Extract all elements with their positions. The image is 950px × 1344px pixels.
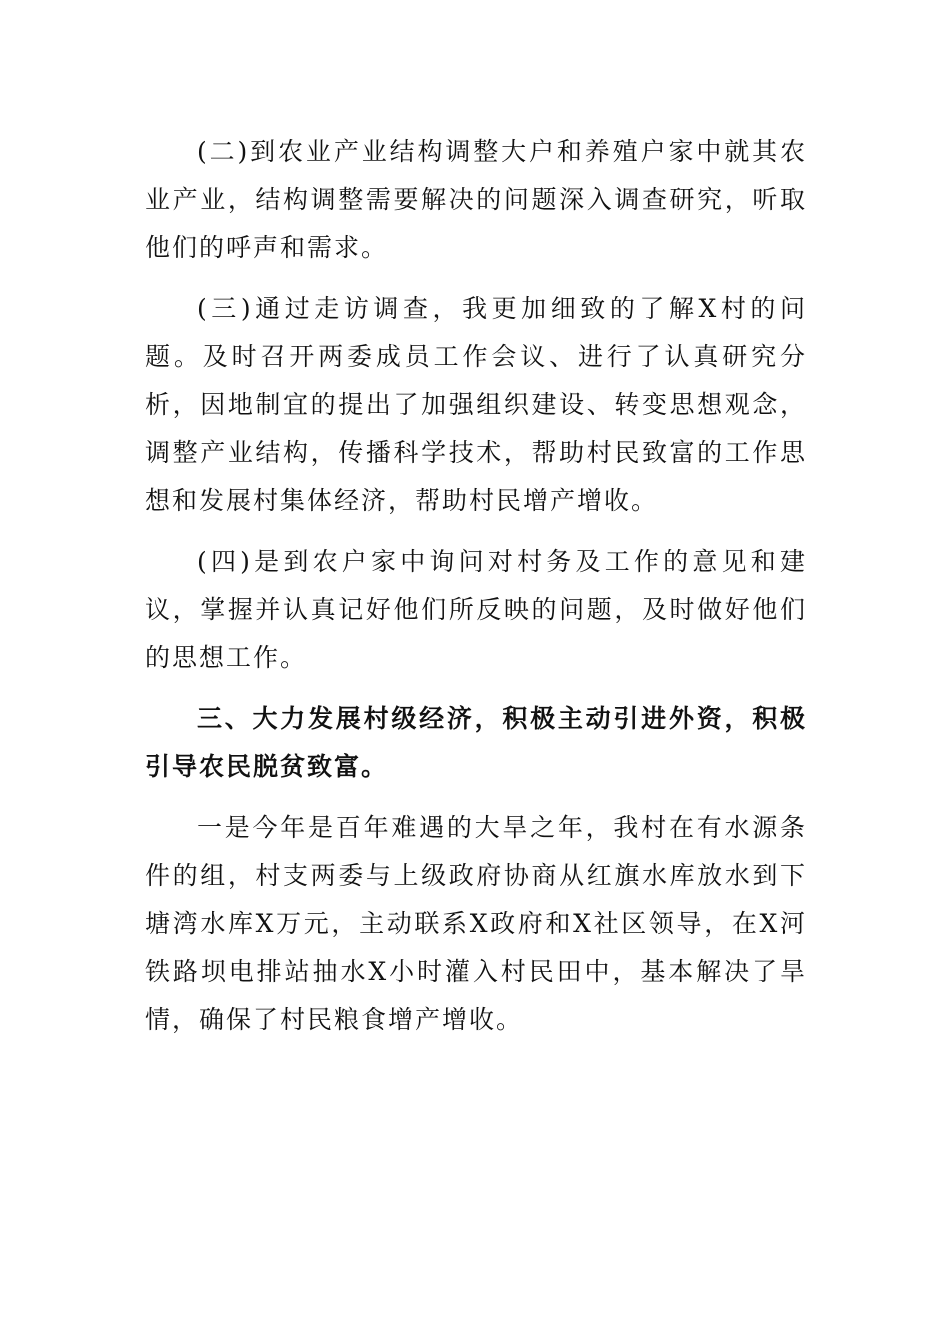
paragraph-item-2: (二)到农业产业结构调整大户和养殖户家中就其农业产业，结构调整需要解决的问题深入调查研究，听取他们的呼声和需求。 (145, 137, 807, 262)
document-body (145, 128, 807, 1057)
paragraph-item-4: (四)是到农户家中询问对村务及工作的意见和建议，掌握并认真记好他们所反映的问题，及时做好他们的思想工作。 (145, 547, 807, 672)
paragraph-drought-relief: 一是今年是百年难遇的大旱之年，我村在有水源条件的组，村支两委与上级政府协商从红旗水库放水到下塘湾水库X万元，主动联系X政府和X社区领导，在X河铁路坝电排站抽水X小时灌入村民田中，基本解决了旱情，确保了村民粮食增产增收。 (145, 813, 807, 1034)
paragraph-item-3: (三)通过走访调查，我更加细致的了解X村的问题。及时召开两委成员工作会议、进行了认真研究分析，因地制宜的提出了加强组织建设、转变思想观念，调整产业结构，传播科学技术，帮助村民致富的工作思想和发展村集体经济，帮助村民增产增收。 (145, 294, 807, 515)
section-heading: 三、大力发展村级经济，积极主动引进外资，积极引导农民脱贫致富。 (145, 704, 807, 781)
